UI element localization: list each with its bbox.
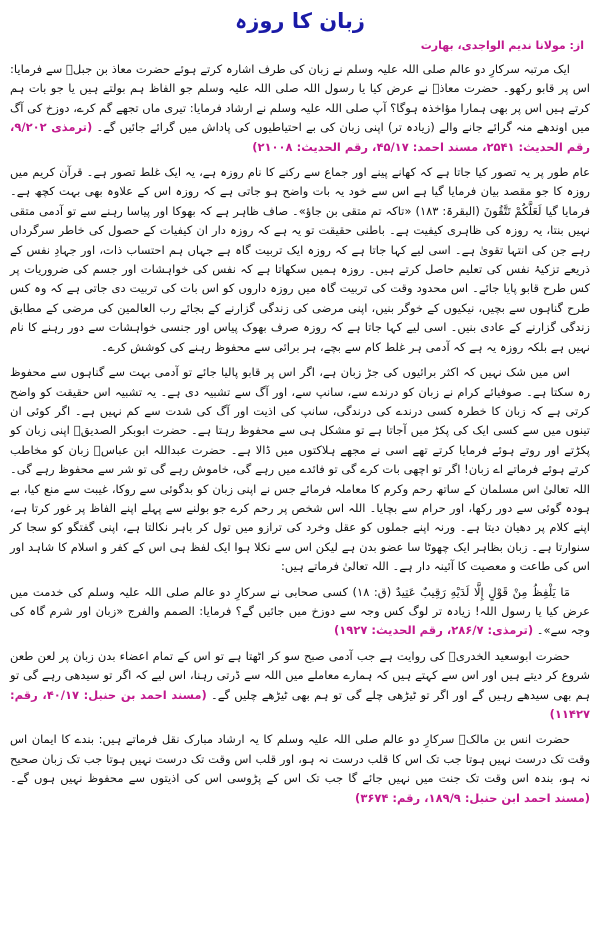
article-byline: از: مولانا ندیم الواجدی، بھارت [420,39,584,52]
article-paragraph-4 [10,583,590,641]
article-paragraph-3 [10,363,590,576]
paragraph-text: حضرت ابوسعید الخدریؓ کی روایت ہے جب آدمی صبح سو کر اٹھتا ہے تو اس کے تمام اعضاء بدن زبان پر لعن طعن شروع کر دیتے ہیں اور اس سے کہتے ہیں کہ ہمارے معاملے میں اللہ سے ڈرتی رہنا، اس لیے کہ اگر تو سیدھی رہے گی تو ہم بھی سیدھے رہیں گے اور اگر تو ٹیڑھی چلے گی تو ہم بھی ٹیڑھے چلیں گے۔ [10,648,591,702]
article-paragraph-5 [10,647,590,725]
paragraph-text: عام طور پر یہ تصور کیا جاتا ہے کہ کھانے پینے اور جماع سے رکنے کا نام روزہ ہے، یہ ایک غلط تصور ہے۔ قرآن کریم میں روزہ کا جو مقصد بیان فرمایا گیا ہے اس سے خود یہ بات واضح ہو جاتی ہے کہ روزہ اس کے علاوہ بھی بہت کچھ ہے۔ فرمایا گیا لَعَلَّكُمْ تَتَّقُونَ (البقرۃ: ۱۸۳) «تاکہ تم متقی بن جاؤ»۔ صاف ظاہر ہے کہ بھوکا اور پیاسا رہنے سے تو آدمی متقی نہیں بنتا، یہ روزہ کی ظاہری کیفیت ہے۔ باطنی حقیقت تو یہ ہے کہ روزہ دار ان کیفیات کے حصول کی خاطر سرگرداں رہے جن کی انتہا تقویٰ ہے۔ اسی لیے کہا جاتا ہے کہ روزہ ایک تربیت گاہ ہے جہاں ہم احتساب ذات، اور جہادِ نفس کے ذریعے تزکیۂ نفس کی تعلیم حاصل کرتے ہیں۔ روزہ ہمیں سکھاتا ہے کہ نفس کی خواہشات اور جسم کی ضروریات پر کس طرح قابو پایا جائے۔ اس محدود وقت کی تربیت گاہ میں روزہ داروں کو اس بات کی تربیت دی جاتی ہے کہ وہ کس طرح گناہوں سے بچیں، نیکیوں کے خوگر بنیں، اپنی مرضی کی زندگی گزارنے کے بجائے رب العالمین کی مرضی کے مطابق زندگی گزارنے کے عادی بنیں۔ اسی لیے کہا جاتا ہے کہ روزہ صرف بھوک پیاس اور جنسی خواہشات سے دور رہنے کا نام نہیں ہے بلکہ روزہ یہ ہے کہ آدمی ہر غلط کام سے بچے، ہر برائی سے محفوظ رہنے کی کوشش کرے۔ [10,165,591,354]
article-title: زبان کا روزہ [234,9,366,33]
hadith-reference: (مسند احمد بن حنبل: ۴۰/۱۷، رقم: ۱۱۴۲۷) [10,687,590,721]
article-paragraph-2 [10,163,590,357]
hadith-reference: (ترمذی: ۲۸۶/۷، رقم الحدیث: ۱۹۲۷) [334,623,534,638]
article-paragraph-6 [10,730,590,808]
paragraph-text: اس میں شک نہیں کہ اکثر برائیوں کی جڑ زبان ہے، اگر اس پر قابو پالیا جائے تو آدمی بہت سے گناہوں سے محفوظ رہ سکتا ہے۔ صوفیائے کرام نے زبان کو درندے سے، سانپ سے، اور آگ سے تشبیہ دی ہے۔ یہ تشبیہ اس حقیقت کو واضح کرتی ہے کہ زبان کا خطرہ کسی درندے کی درندگی، سانپ کی اذیت اور آگ کی شدت سے کم نہیں ہے۔ اگر کوئی ان تینوں میں سے کسی ایک کی پکڑ میں آجاتا ہے تو مشکل ہی سے محفوظ رہتا ہے۔ حضرت ابوبکر الصدیقؓ اپنی زبان کو پکڑتے اور روتے ہوئے فرمایا کرتے تھے اسی نے مجھے ہلاکتوں میں ڈالا ہے۔ حضرت عبداللہ ابن عباسؓ زبان کو مخاطب کرتے ہوئے فرماتے اے زبان! اگر تو اچھی بات کرے گی تو فائدے میں رہے گی، خاموش رہے گی تو شر سے محفوظ رہے گی۔ اللہ تعالیٰ اس مسلمان کے ساتھ رحم وکرم کا معاملہ فرمائے جس نے اپنی زبان کو بدگوئی سے روکا، غیبت سے منع کیا، بے ہودہ گوئی سے دور رکھا، اور حرام سے بچایا۔ اللہ اس شخص پر رحم کرے جو بولنے سے پہلے اپنے الفاظ پر غور کرتا ہے، اپنے کلام پر دھیان دیتا ہے۔ ورنہ اپنے جملوں کو عقل وخرد کی ترازو میں تول کر باہر نکالتا ہے، اپنی گفتگو کو سجا کر سنوارتا ہے۔ زبان بظاہر ایک چھوٹا سا عضو بدن ہے لیکن اس سے نکلا ہوا ایک لفظ ہی اس کے کفر و اسلام کا شاہد اور اس کی طاعت و معصیت کا آئینہ دار ہے۔ اللہ تعالیٰ فرماتے ہیں: [10,365,590,574]
paragraph-text: مَا يَلْفِظُ مِنْ قَوْلٍ إِلَّا لَدَيْهِ رَقِيبٌ عَتِيدٌ (ق: ۱۸) کسی صحابی نے سرکارِ دو عالم صلی اللہ علیہ وسلم کی خدمت میں عرض کیا یا رسول اللہ! زیادہ تر لوگ کس وجہ سے دوزخ میں جائیں گے؟ فرمایا: الصمم والفرج «زبان اور شرم گاہ کی وجہ سے»۔ [10,584,590,638]
paragraph-text: ایک مرتبہ سرکارِ دو عالم صلی اللہ علیہ وسلم نے زبان کی طرف اشارہ کرتے ہوئے حضرت معاذ بن جبلؓ سے فرمایا: اس پر قابو رکھو۔ حضرت معاذؓ نے عرض کیا یا رسول اللہ صلی اللہ علیہ وسلم جو الفاظ ہم بولتے ہیں یا جو بات ہم کرتے ہیں اس پر بھی ہمارا مؤاخذہ ہوگا؟ آپ صلی اللہ علیہ وسلم نے ارشاد فرمایا: تیری ماں تجھے گم کرے، دوزخ کی آگ میں اوندھے منہ گرائے جانے والے (زیادہ تر) اپنی زبان کی بے احتیاطیوں کی پاداش میں گرائے جائیں گے۔ [10,62,590,135]
hadith-reference: (مسند احمد ابن حنبل: ۱۸۹/۹، رقم: ۳۶۷۴) [355,790,590,805]
paragraph-text: حضرت انس بن مالکؓ سرکارِ دو عالم صلی اللہ علیہ وسلم کا یہ ارشاد مبارک نقل فرماتے ہیں: بندے کا ایمان اس وقت تک درست نہیں ہوتا جب تک اس کا قلب درست نہ ہو، اور قلب اس وقت تک درست نہیں ہوتا جب تک زبان صحیح نہ ہو، بندہ اس وقت تک جنت میں نہیں جائے گا جب تک اس کے پڑوسی اس کی اذیتوں سے محفوظ نہیں ہوں گے۔ [10,732,590,786]
hadith-reference: (ترمذی ۹/۲۰۲، رقم الحدیث: ۲۵۴۱، مسند احمد: ۴۵/۱۷، رقم الحدیث: ۲۱۰۰۸) [10,120,590,154]
article-paragraph-1 [10,60,590,157]
